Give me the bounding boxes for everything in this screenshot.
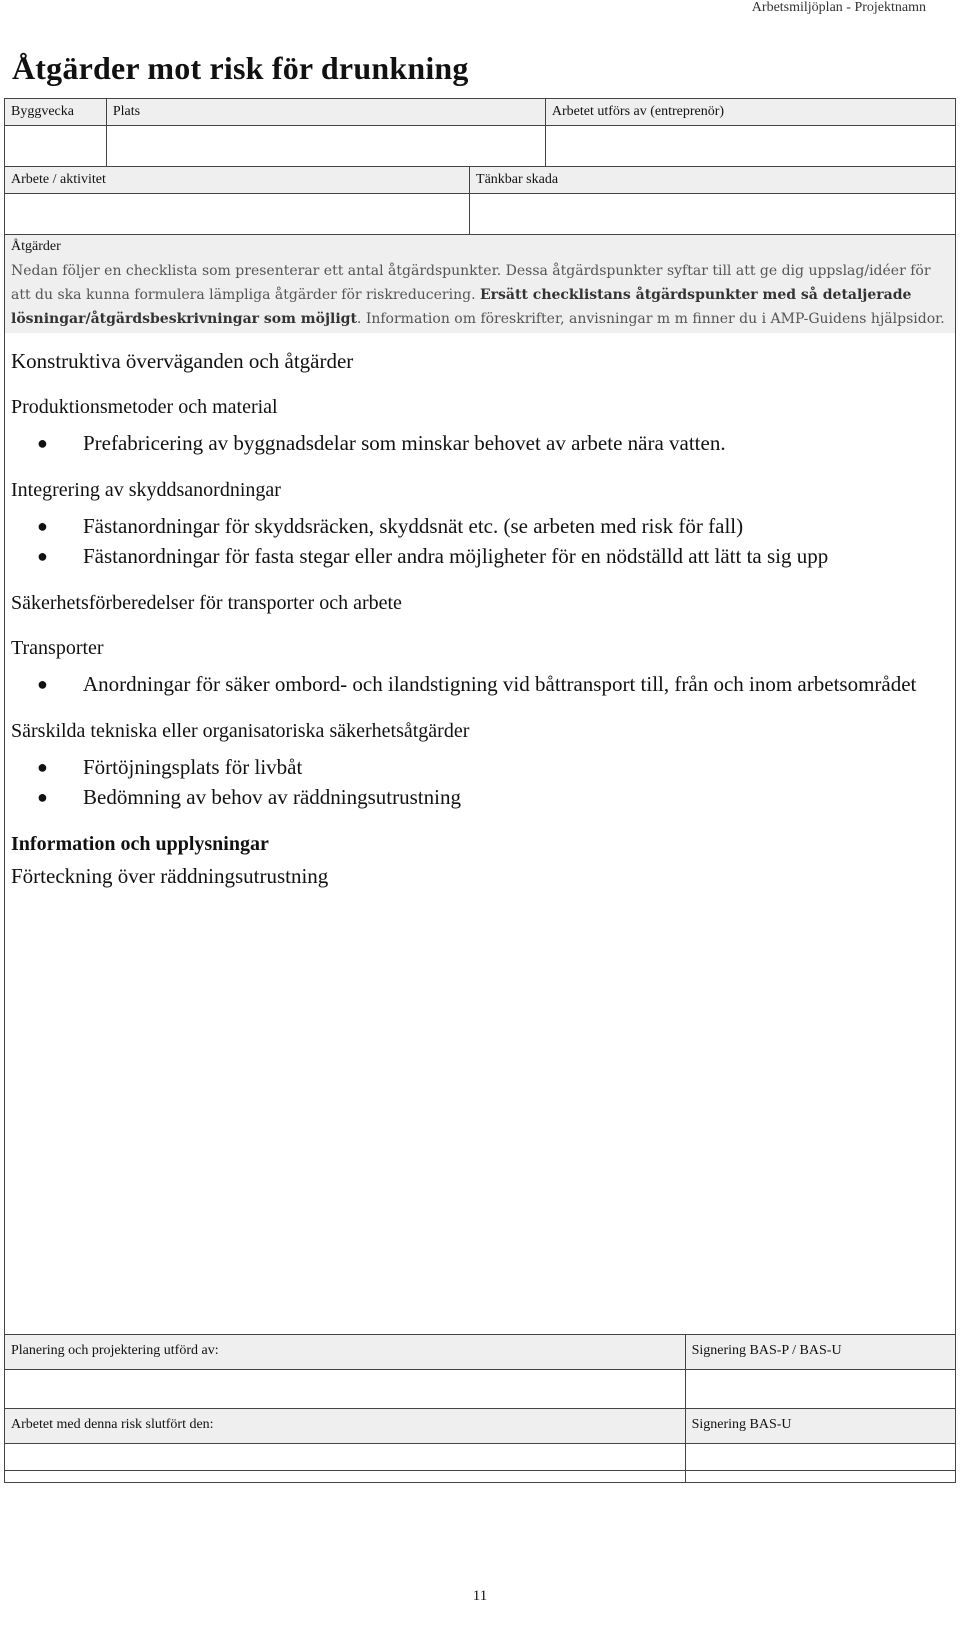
signering-p-field[interactable]: [686, 1370, 955, 1408]
transporter-list: [11, 670, 949, 698]
intro-part2: . Information om föreskrifter, anvisningar m m finner du i AMP-Guidens hjälpsidor.: [356, 311, 945, 327]
bullet-icon: ●: [37, 674, 48, 694]
planering-label: Planering och projektering utförd av:: [5, 1335, 686, 1369]
atgarder-content[interactable]: [5, 349, 955, 889]
signering-p-label: Signering BAS-P / BAS-U: [686, 1335, 955, 1369]
form-row-labels-2: [4, 166, 956, 193]
bullet-icon: ●: [37, 757, 48, 777]
sign-row-fields-1: [4, 1369, 956, 1408]
sign-row-labels-1: [4, 1334, 956, 1369]
bullet-icon: ●: [37, 546, 48, 566]
heading-integrering: Integrering av skyddsanordningar: [11, 479, 281, 501]
atgarder-label: Åtgärder: [5, 235, 955, 259]
list-item: ● Bedömning av behov av räddningsutrustning: [37, 785, 461, 809]
page-number: 11: [472, 1588, 488, 1604]
signering-u-field[interactable]: [686, 1444, 955, 1482]
skada-field[interactable]: [470, 194, 955, 234]
byggvecka-label: Byggvecka: [5, 99, 107, 125]
form-row-fields-2: [4, 193, 956, 234]
list-item: ● Prefabricering av byggnadsdelar som minskar behovet av arbete nära vatten.: [37, 431, 726, 455]
atgarder-box: [4, 234, 956, 1471]
signering-u-label: Signering BAS-U: [686, 1409, 955, 1443]
forteckning-text: Förteckning över räddningsutrustning: [11, 864, 329, 888]
intro-text: [5, 259, 955, 333]
page-title: Åtgärder mot risk för drunkning: [12, 50, 469, 86]
slutfort-label: Arbetet med denna risk slutfört den:: [5, 1409, 686, 1443]
plats-label: Plats: [107, 99, 546, 125]
slutfort-field[interactable]: [5, 1444, 686, 1482]
intro-bold: Ersätt checklistans åtgärdspunkter med så detaljerade lösningar/åtgärdsbeskrivningar som möjligt: [11, 287, 912, 327]
bullet-icon: ●: [37, 433, 48, 453]
form-row-labels-1: [4, 98, 956, 125]
list-item: ● Fästanordningar för fasta stegar eller andra möjligheter för en nödställd att lätt ta sig upp: [37, 544, 829, 568]
utfors-av-field[interactable]: [546, 126, 955, 166]
list-item: ● Förtöjningsplats för livbåt: [37, 755, 303, 779]
intro-part1: Nedan följer en checklista som presenterar ett antal åtgärdspunkter. Dessa åtgärdspunkter syftar till att ge dig uppslag/idéer för att du ska kunna formulera lämpliga åtgärder för riskreducering.: [11, 263, 931, 303]
sarskilda-list: [11, 753, 949, 811]
heading-konstruktiva: Konstruktiva överväganden och åtgärder: [11, 349, 354, 373]
heading-produktion: Produktionsmetoder och material: [11, 396, 278, 418]
arbete-label: Arbete / aktivitet: [5, 167, 470, 193]
bullet-icon: ●: [37, 787, 48, 807]
skada-label: Tänkbar skada: [470, 167, 955, 193]
document-header: Arbetsmiljöplan - Projektnamn: [751, 0, 926, 15]
bullet-icon: ●: [37, 516, 48, 536]
heading-sarskilda: Särskilda tekniska eller organisatoriska säkerhetsåtgärder: [11, 720, 470, 742]
sign-row-fields-2: [4, 1443, 956, 1483]
form-row-fields-1: [4, 125, 956, 166]
list-item: ● Fästanordningar för skyddsräcken, skyddsnät etc. (se arbeten med risk för fall): [37, 514, 744, 538]
list-item: ● Anordningar för säker ombord- och ilandstigning vid båttransport till, från och inom arbetsområdet: [37, 672, 917, 696]
plats-field[interactable]: [107, 126, 546, 166]
byggvecka-field[interactable]: [5, 126, 107, 166]
heading-sakerhet: Säkerhetsförberedelser för transporter och arbete: [11, 592, 402, 614]
risk-form: [4, 98, 956, 1471]
heading-information: Information och upplysningar: [11, 833, 269, 855]
planering-field[interactable]: [5, 1370, 686, 1408]
sign-row-labels-2: [4, 1408, 956, 1443]
produktion-list: [11, 429, 949, 457]
integrering-list: [11, 512, 949, 570]
heading-transporter: Transporter: [11, 637, 104, 659]
signature-table: [4, 1334, 956, 1483]
arbete-field[interactable]: [5, 194, 470, 234]
utfors-av-label: Arbetet utförs av (entreprenör): [546, 99, 955, 125]
